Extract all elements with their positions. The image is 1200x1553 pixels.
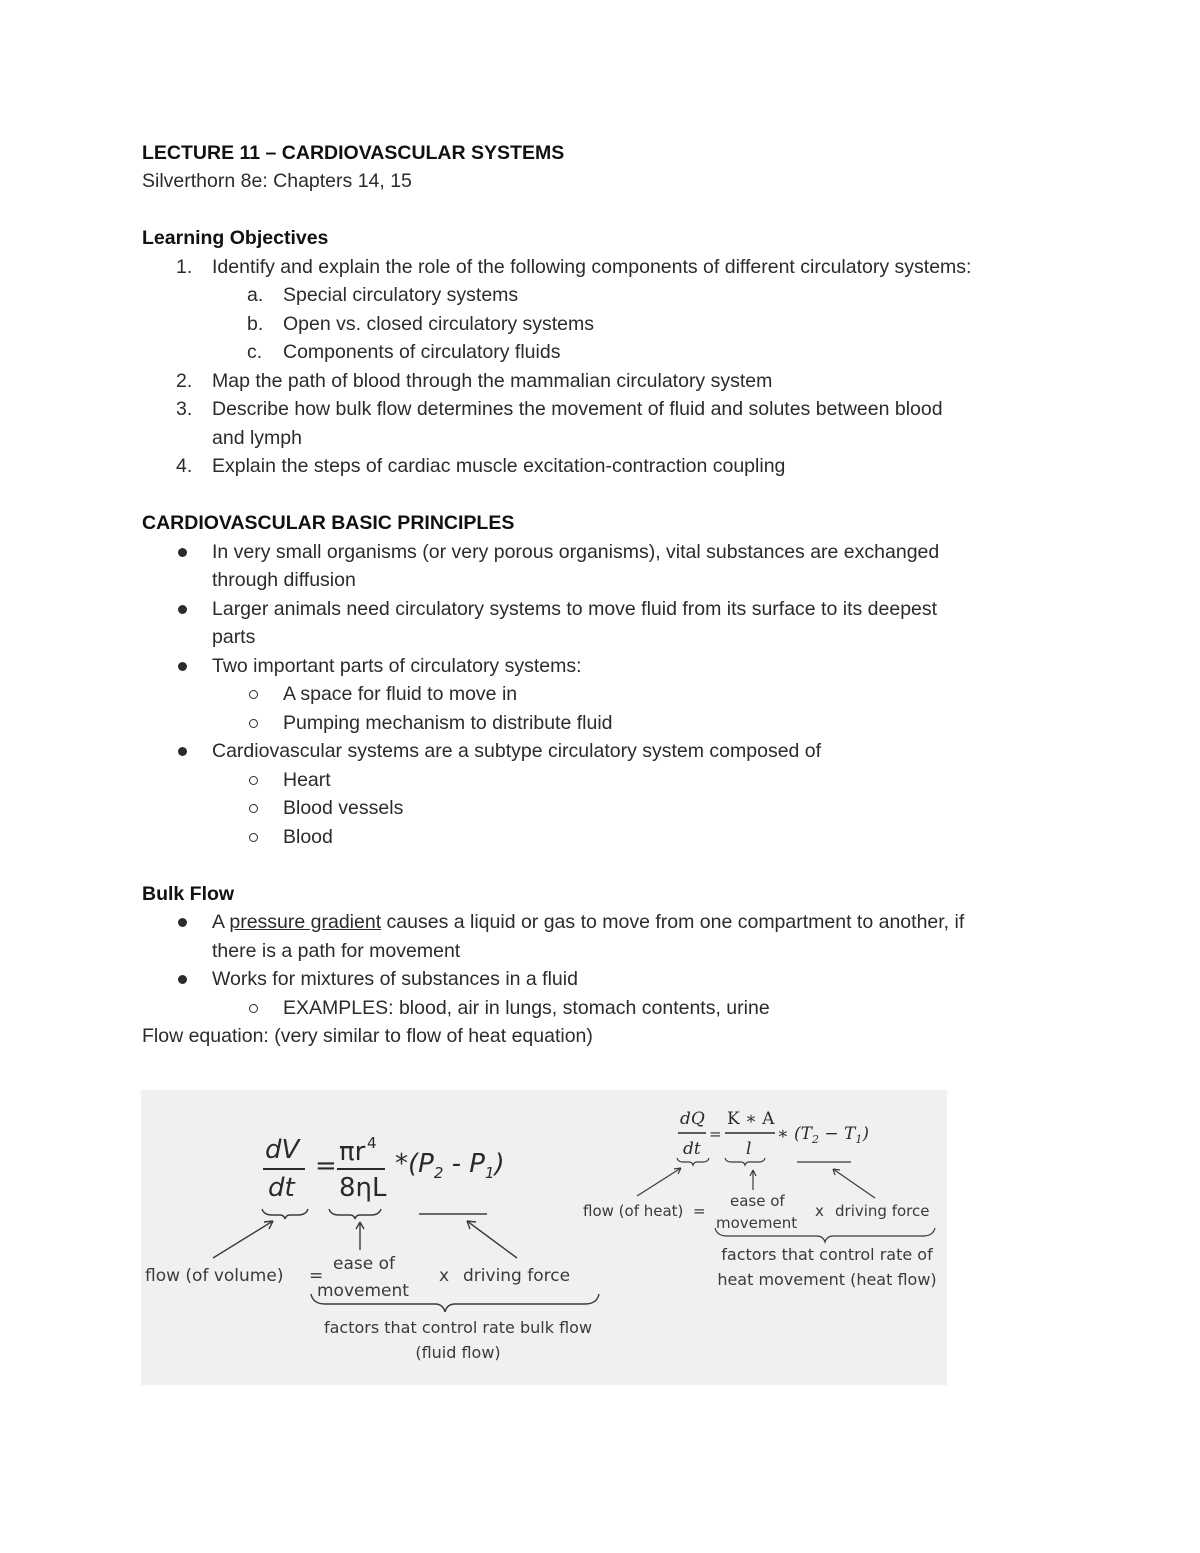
bullet-continuation xyxy=(142,623,1072,652)
exponent-4: 4 xyxy=(367,1134,377,1152)
sub-bullet-item xyxy=(142,823,1072,852)
bullet-circle-icon xyxy=(249,690,258,699)
sub-objective-text: Open vs. closed circulatory systems xyxy=(283,312,595,335)
lecture-title: LECTURE 11 – CARDIOVASCULAR SYSTEMS xyxy=(142,142,565,164)
arrowhead-icon xyxy=(674,1168,681,1174)
sub-objective-letter: c. xyxy=(247,341,263,363)
document-page xyxy=(142,139,1072,1051)
dt-text: dt xyxy=(268,1173,295,1203)
temperature-term: ∗ $(T_2 - T_1)$ xyxy=(777,1124,869,1146)
pressure-gradient-term: pressure gradient xyxy=(229,911,382,933)
bullet-text: In very small organisms (or very porous organisms), vital substances are exchanged xyxy=(212,540,940,563)
arrow-line xyxy=(467,1221,517,1258)
sub-bullet-text: Blood xyxy=(283,825,333,848)
sub-objective-text: Components of circulatory fluids xyxy=(283,341,561,363)
objective-1 xyxy=(142,253,1072,282)
bullet-dot-icon xyxy=(178,918,187,927)
dq-text: dQ xyxy=(680,1109,705,1129)
arrow-line xyxy=(213,1221,273,1258)
bullet-text: there is a path for movement xyxy=(212,939,461,962)
driving-force-label: driving force xyxy=(835,1202,930,1220)
volume-flow-equation xyxy=(145,1134,599,1362)
bullet-item xyxy=(142,538,1072,567)
equations-diagram xyxy=(141,1090,947,1385)
l-text: l xyxy=(746,1139,752,1159)
bullet-item xyxy=(142,737,1072,766)
basic-principles-heading: CARDIOVASCULAR BASIC PRINCIPLES xyxy=(142,512,515,534)
sub-objective-letter: b. xyxy=(247,312,264,335)
objective-3 xyxy=(142,395,1072,424)
flow-of-heat-label: flow (of heat) xyxy=(583,1202,684,1220)
objective-text: Map the path of blood through the mammalian circulatory system xyxy=(212,369,773,392)
bullet-circle-icon xyxy=(249,1004,258,1013)
objective-number: 2. xyxy=(176,369,193,392)
dt-text: dt xyxy=(683,1139,701,1159)
sub-bullet-text: Blood vessels xyxy=(283,797,404,819)
bullet-dot-icon xyxy=(178,662,187,671)
objective-1c xyxy=(142,338,1072,367)
bullet-dot-icon xyxy=(178,975,187,984)
times-label: x xyxy=(815,1202,824,1220)
bullet-text: Works for mixtures of substances in a fluid xyxy=(212,968,578,990)
bullet-item xyxy=(142,652,1072,681)
heat-flow-label: heat movement (heat flow) xyxy=(717,1270,937,1289)
bullet-text: through diffusion xyxy=(212,569,356,591)
objective-text: Describe how bulk flow determines the movement of fluid and solutes between blood xyxy=(212,398,943,420)
objective-4 xyxy=(142,452,1072,481)
sub-objective-text: Special circulatory systems xyxy=(283,284,519,306)
driving-force-label: driving force xyxy=(463,1266,571,1286)
arrow-line xyxy=(833,1169,875,1198)
pi-r-text: πr xyxy=(339,1137,366,1167)
times-label: x xyxy=(439,1266,450,1286)
underbrace-dqdt xyxy=(677,1158,709,1165)
bullet-dot-icon xyxy=(178,548,187,557)
factors-label: factors that control rate bulk flow xyxy=(323,1318,593,1337)
bullet-text: Larger animals need circulatory systems to move fluid from its surface to its deepest xyxy=(212,597,938,620)
sub-bullet-item xyxy=(142,680,1072,709)
underbrace-ease xyxy=(329,1209,381,1219)
pressure-term: $*(P_2 - P_1)$ xyxy=(395,1149,505,1182)
textbook-reference: Silverthorn 8e: Chapters 14, 15 xyxy=(142,170,412,192)
bullet-continuation xyxy=(142,566,1072,595)
objective-number: 3. xyxy=(176,398,193,420)
learning-objectives-heading: Learning Objectives xyxy=(142,227,329,249)
bullet-text: Two important parts of circulatory systems: xyxy=(212,654,582,677)
sub-bullet-item xyxy=(142,994,1072,1023)
flow-equations-figure xyxy=(141,1090,947,1385)
sub-bullet-text: Heart xyxy=(283,768,331,791)
flow-of-volume-label: flow (of volume) xyxy=(145,1266,284,1286)
bullet-dot-icon xyxy=(178,605,187,614)
objective-number: 4. xyxy=(176,455,193,477)
underbrace-dvdt xyxy=(262,1209,308,1219)
sub-bullet-text: A space for fluid to move in xyxy=(283,683,518,705)
fluid-flow-label: (fluid flow) xyxy=(415,1343,501,1362)
equals-label: = xyxy=(693,1202,706,1220)
underbrace-ease xyxy=(725,1158,765,1165)
arrow-line xyxy=(637,1168,681,1196)
ease-of-label: ease of xyxy=(333,1254,395,1274)
sub-bullet-item xyxy=(142,709,1072,738)
sub-bullet-text: Pumping mechanism to distribute fluid xyxy=(283,711,613,734)
objective-1b xyxy=(142,310,1072,339)
bullet-item xyxy=(142,965,1072,994)
factors-label: factors that control rate of xyxy=(721,1245,933,1264)
bullet-dot-icon xyxy=(178,747,187,756)
equals-sign: = xyxy=(709,1125,722,1143)
eight-eta-l-text: 8ηL xyxy=(339,1173,387,1203)
sub-bullet-text: EXAMPLES: blood, air in lungs, stomach contents, urine xyxy=(283,996,770,1019)
objective-3-continued xyxy=(142,424,1072,453)
k-times-a-text: K ∗ A xyxy=(727,1109,775,1129)
bullet-text: Cardiovascular systems are a subtype circulatory system composed of xyxy=(212,740,822,762)
objective-text: Explain the steps of cardiac muscle excitation-contraction coupling xyxy=(212,455,786,477)
objective-1a xyxy=(142,281,1072,310)
movement-label: movement xyxy=(716,1214,798,1232)
equals-label: = xyxy=(309,1266,324,1286)
bullet-circle-icon xyxy=(249,719,258,728)
bullet-circle-icon xyxy=(249,833,258,842)
dv-text: dV xyxy=(265,1135,300,1165)
bullet-continuation xyxy=(142,937,1072,966)
objective-text: Identify and explain the role of the following components of different circulatory systems: xyxy=(212,255,972,278)
ease-of-label: ease of xyxy=(730,1192,785,1210)
bullet-text: causes a liquid or gas to move from one compartment to another, if xyxy=(381,911,965,933)
bullet-text: parts xyxy=(212,626,256,648)
sub-objective-letter: a. xyxy=(247,284,264,306)
heat-flow-equation xyxy=(583,1109,937,1289)
bullet-circle-icon xyxy=(249,776,258,785)
movement-label: movement xyxy=(317,1281,409,1301)
flow-equation-intro: Flow equation: (very similar to flow of heat equation) xyxy=(142,1025,593,1047)
bulk-flow-heading: Bulk Flow xyxy=(142,882,235,905)
bullet-item xyxy=(142,908,1072,937)
objective-number: 1. xyxy=(176,255,193,278)
sub-bullet-item xyxy=(142,766,1072,795)
bullet-item xyxy=(142,595,1072,624)
objective-2 xyxy=(142,367,1072,396)
bullet-text-prefix: A xyxy=(212,911,230,933)
equals-sign: = xyxy=(315,1151,337,1181)
objective-text: and lymph xyxy=(212,426,302,449)
sub-bullet-item xyxy=(142,794,1072,823)
bullet-circle-icon xyxy=(249,804,258,813)
